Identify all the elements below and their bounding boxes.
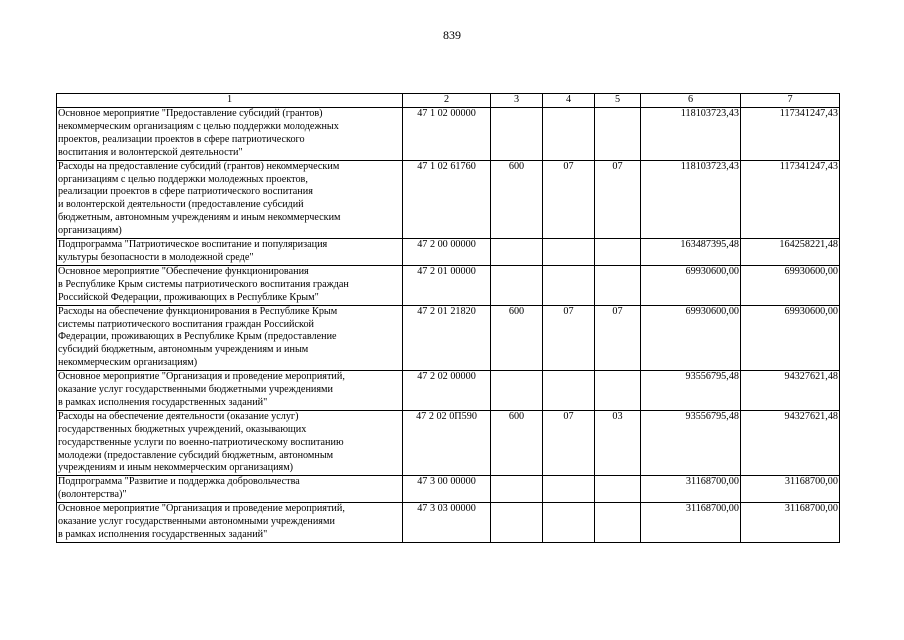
row-name: Основное мероприятие "Предоставление субсидий (грантов) некоммерческим организациям с целью поддержки молодежных проектов, реализации проектов в сфере патриотического воспитания и волонтерской деятельности" bbox=[57, 108, 403, 161]
row-amount-col6: 118103723,43 bbox=[641, 160, 741, 238]
row-expense-type bbox=[491, 371, 543, 411]
row-amount-col7: 31168700,00 bbox=[741, 503, 840, 543]
row-section bbox=[543, 503, 595, 543]
row-subsection: 07 bbox=[595, 160, 641, 238]
row-amount-col6: 93556795,48 bbox=[641, 371, 741, 411]
row-subsection bbox=[595, 265, 641, 305]
row-expense-type bbox=[491, 476, 543, 503]
row-section: 07 bbox=[543, 160, 595, 238]
row-code: 47 3 00 00000 bbox=[403, 476, 491, 503]
column-header: 6 bbox=[641, 94, 741, 108]
table-row bbox=[57, 371, 840, 411]
row-code: 47 2 02 00000 bbox=[403, 371, 491, 411]
page-number: 839 bbox=[443, 28, 461, 42]
row-expense-type bbox=[491, 108, 543, 161]
row-subsection bbox=[595, 503, 641, 543]
row-subsection bbox=[595, 476, 641, 503]
column-header: 7 bbox=[741, 94, 840, 108]
row-subsection: 03 bbox=[595, 410, 641, 476]
table-row bbox=[57, 305, 840, 371]
row-code: 47 3 03 00000 bbox=[403, 503, 491, 543]
row-amount-col7: 94327621,48 bbox=[741, 410, 840, 476]
row-section: 07 bbox=[543, 305, 595, 371]
row-name: Расходы на предоставление субсидий (грантов) некоммерческим организациям с целью поддержки молодежных проектов, реализации проектов в сфере патриотического воспитания и волонтерской деятельности (предоставление субсидий бюджетным, автономным учреждениям и иным некоммерческим организациям) bbox=[57, 160, 403, 238]
row-name: Расходы на обеспечение деятельности (оказание услуг) государственных бюджетных учреждений, оказывающих государственные услуги по военно-патриотическому воспитанию молодежи (предоставление субсидий бюджетным, автономным учреждениям и иным некоммерческим организациям) bbox=[57, 410, 403, 476]
column-header: 4 bbox=[543, 94, 595, 108]
row-subsection bbox=[595, 108, 641, 161]
row-subsection bbox=[595, 371, 641, 411]
column-header: 1 bbox=[57, 94, 403, 108]
column-header: 3 bbox=[491, 94, 543, 108]
row-section: 07 bbox=[543, 410, 595, 476]
row-name: Основное мероприятие "Организация и проведение мероприятий, оказание услуг государственными бюджетными учреждениями в рамках исполнения государственных заданий" bbox=[57, 371, 403, 411]
row-section bbox=[543, 371, 595, 411]
table-row bbox=[57, 108, 840, 161]
row-subsection bbox=[595, 239, 641, 266]
table-row bbox=[57, 476, 840, 503]
row-amount-col7: 117341247,43 bbox=[741, 108, 840, 161]
table-row bbox=[57, 503, 840, 543]
row-amount-col6: 93556795,48 bbox=[641, 410, 741, 476]
row-expense-type bbox=[491, 239, 543, 266]
row-expense-type: 600 bbox=[491, 410, 543, 476]
column-header: 2 bbox=[403, 94, 491, 108]
row-amount-col7: 164258221,48 bbox=[741, 239, 840, 266]
row-amount-col7: 69930600,00 bbox=[741, 305, 840, 371]
row-name: Расходы на обеспечение функционирования в Республике Крым системы патриотического воспитания граждан Российской Федерации, проживающих в Республике Крым (предоставление субсидий бюджетным, автономным учреждениям и иным некоммерческим организациям) bbox=[57, 305, 403, 371]
row-section bbox=[543, 239, 595, 266]
row-subsection: 07 bbox=[595, 305, 641, 371]
row-amount-col7: 31168700,00 bbox=[741, 476, 840, 503]
row-section bbox=[543, 108, 595, 161]
row-code: 47 2 02 0П590 bbox=[403, 410, 491, 476]
table-row bbox=[57, 410, 840, 476]
row-name: Подпрограмма "Патриотическое воспитание и популяризация культуры безопасности в молодежной среде" bbox=[57, 239, 403, 266]
row-expense-type bbox=[491, 265, 543, 305]
budget-table bbox=[56, 93, 840, 543]
column-number-row bbox=[57, 94, 840, 108]
row-code: 47 1 02 00000 bbox=[403, 108, 491, 161]
row-amount-col6: 69930600,00 bbox=[641, 265, 741, 305]
row-code: 47 2 01 21820 bbox=[403, 305, 491, 371]
row-code: 47 1 02 61760 bbox=[403, 160, 491, 238]
row-amount-col6: 69930600,00 bbox=[641, 305, 741, 371]
row-section bbox=[543, 265, 595, 305]
row-amount-col6: 163487395,48 bbox=[641, 239, 741, 266]
row-code: 47 2 00 00000 bbox=[403, 239, 491, 266]
row-expense-type: 600 bbox=[491, 160, 543, 238]
row-amount-col6: 31168700,00 bbox=[641, 503, 741, 543]
row-amount-col6: 31168700,00 bbox=[641, 476, 741, 503]
row-name: Подпрограмма "Развитие и поддержка добровольчества (волонтерства)" bbox=[57, 476, 403, 503]
row-expense-type: 600 bbox=[491, 305, 543, 371]
row-amount-col7: 117341247,43 bbox=[741, 160, 840, 238]
table-row bbox=[57, 160, 840, 238]
row-amount-col7: 69930600,00 bbox=[741, 265, 840, 305]
row-code: 47 2 01 00000 bbox=[403, 265, 491, 305]
row-name: Основное мероприятие "Организация и проведение мероприятий, оказание услуг государственными автономными учреждениями в рамках исполнения государственных заданий" bbox=[57, 503, 403, 543]
row-amount-col7: 94327621,48 bbox=[741, 371, 840, 411]
table-row bbox=[57, 265, 840, 305]
row-expense-type bbox=[491, 503, 543, 543]
table-row bbox=[57, 239, 840, 266]
row-amount-col6: 118103723,43 bbox=[641, 108, 741, 161]
row-section bbox=[543, 476, 595, 503]
row-name: Основное мероприятие "Обеспечение функционирования в Республике Крым системы патриотического воспитания граждан Российской Федерации, проживающих в Республике Крым" bbox=[57, 265, 403, 305]
column-header: 5 bbox=[595, 94, 641, 108]
